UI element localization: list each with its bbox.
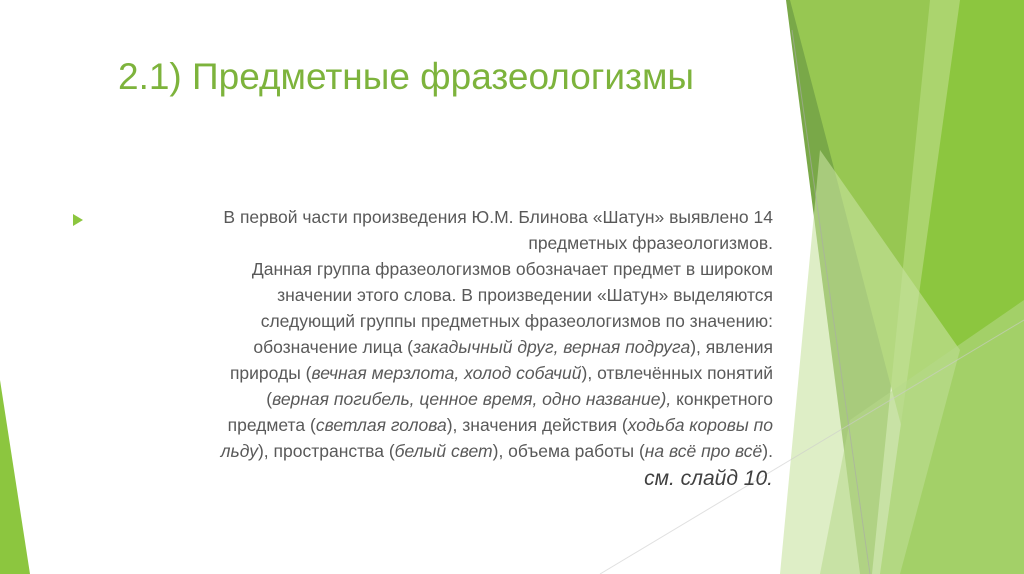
text-line: В первой части произведения Ю.М. Блинова «Шатун» выявлено 14 xyxy=(223,207,773,227)
text-line: Данная группа фразеологизмов обозначает предмет в широком xyxy=(251,259,773,279)
text-line: природы (вечная мерзлота, холод собачий), отвлечённых понятий xyxy=(229,363,773,383)
bullet-paragraph xyxy=(95,204,773,494)
text-line: следующий группы предметных фразеологизмов по значению: xyxy=(260,311,773,331)
text-line: (верная погибель, ценное время, одно название), конкретного xyxy=(266,389,773,409)
left-green-shape xyxy=(0,380,30,574)
text-line: предметных фразеологизмов. xyxy=(528,233,773,253)
text-line: обозначение лица (закадычный друг, верная подруга), явления xyxy=(253,337,773,357)
text-line: предмета (светлая голова), значения действия (ходьба коровы по xyxy=(227,415,773,435)
text-line: льду), пространства (белый свет), объема работы (на всё про всё). xyxy=(220,441,773,461)
slide-title: 2.1) Предметные фразеологизмы xyxy=(118,56,694,97)
slide-reference: см. слайд 10. xyxy=(644,467,773,490)
triangle-bullet-icon xyxy=(73,214,83,226)
text-line: значении этого слова. В произведении «Шатун» выделяются xyxy=(277,285,773,305)
